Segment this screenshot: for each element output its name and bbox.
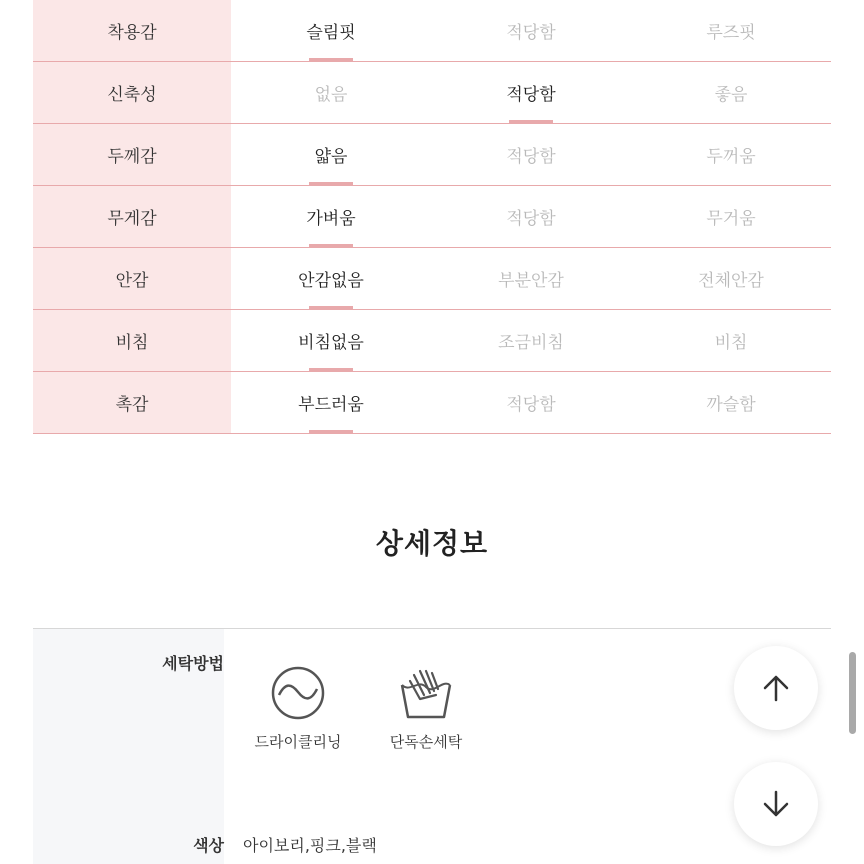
care-hand-wash [361,665,491,752]
fit-option: 전체안감 [698,271,764,291]
fit-row [33,248,831,310]
fit-row-label: 안감 [33,248,231,309]
hand-wash-icon [396,665,456,721]
scroll-top-button[interactable] [734,646,818,730]
fit-option: 적당함 [506,147,556,167]
fit-option: 적당함 [506,209,556,229]
wash-method-label: 세탁방법 [162,654,224,673]
fit-row-label: 무게감 [33,186,231,247]
fit-option-selected: 가벼움 [231,186,431,247]
fit-row [33,0,831,62]
fit-option-selected: 비침없음 [231,310,431,371]
fit-option: 까슬함 [706,395,756,415]
detail-info-table [33,628,831,864]
color-label: 색상 [193,836,224,855]
care-label-dry-cleaning: 드라이클리닝 [254,733,342,751]
fit-option-selected: 부드러움 [231,372,431,433]
fit-option: 루즈핏 [706,23,756,43]
fit-option: 조금비침 [498,333,564,353]
detail-label-column [33,629,224,864]
care-label-hand-wash: 단독손세탁 [389,733,463,751]
color-value: 아이보리,핑크,블랙 [243,836,377,855]
fit-row [33,372,831,434]
fit-row-label: 두께감 [33,124,231,185]
arrow-up-icon [761,673,791,703]
scroll-bottom-button[interactable] [734,762,818,846]
fit-row-label: 촉감 [33,372,231,433]
fit-info-table [33,0,831,434]
arrow-down-icon [761,789,791,819]
fit-option: 없음 [314,85,348,105]
fit-option: 좋음 [714,85,748,105]
scrollbar-thumb[interactable] [849,652,856,734]
fit-option-selected: 적당함 [431,62,631,123]
fit-row [33,62,831,124]
fit-row [33,310,831,372]
section-title: 상세정보 [375,527,489,560]
fit-option: 두꺼움 [706,147,756,167]
fit-row-label: 착용감 [33,0,231,61]
dry-cleaning-icon [270,665,326,721]
fit-option: 적당함 [506,395,556,415]
fit-option: 부분안감 [498,271,564,291]
fit-row-label: 비침 [33,310,231,371]
fit-option-selected: 얇음 [231,124,431,185]
care-dry-cleaning [233,665,363,752]
fit-option-selected: 안감없음 [231,248,431,309]
fit-row-label: 신축성 [33,62,231,123]
fit-option: 비침 [714,333,748,353]
fit-row [33,186,831,248]
fit-row [33,124,831,186]
fit-option-selected: 슬림핏 [231,0,431,61]
fit-option: 무거움 [706,209,756,229]
fit-option: 적당함 [506,23,556,43]
